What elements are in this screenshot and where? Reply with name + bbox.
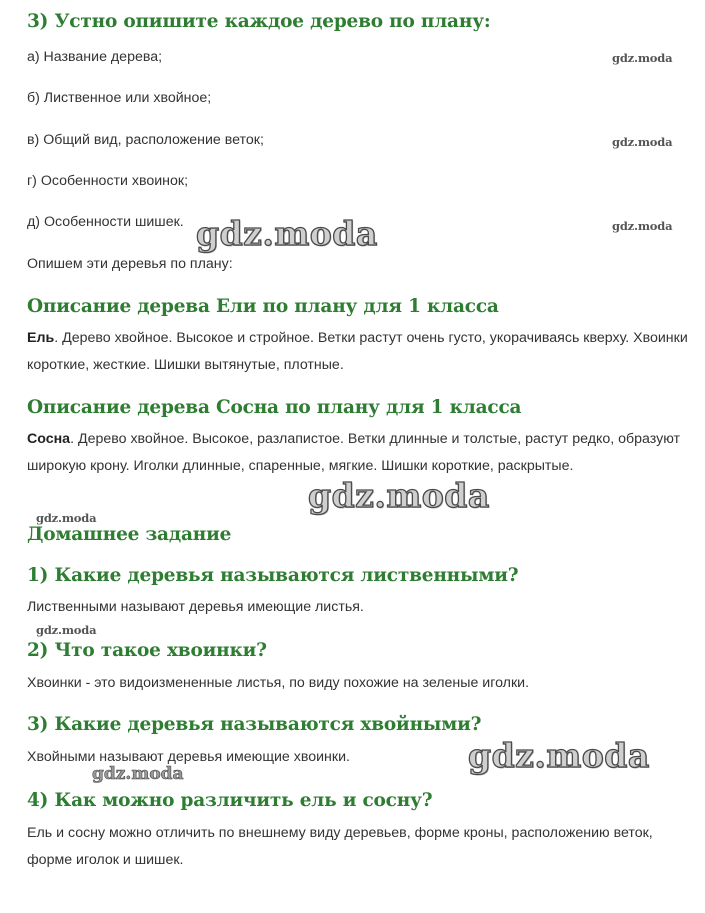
watermark-small: gdz.moda [36, 623, 97, 637]
plan-item-d: г) Особенности хвоинок; [27, 173, 189, 189]
spruce-text: . Дерево хвойное. Высокое и стройное. Ветки растут очень густо, укорачиваясь кверху. Хвоинки короткие, жесткие. Шишки вытянутые, плотные. [27, 330, 688, 373]
pine-description [27, 426, 692, 479]
plan-item-c: в) Общий вид, расположение веток; [27, 132, 264, 148]
spruce-description [27, 325, 692, 378]
watermark-small: gdz.moda [612, 219, 673, 233]
watermark-small: gdz.moda [612, 51, 673, 65]
plan-item-a: а) Название дерева; [27, 49, 163, 65]
answer-4: Ель и сосну можно отличить по внешнему виду деревьев, форме кроны, расположению веток, форме иголок и шишек. [27, 825, 653, 868]
spruce-name: Ель [27, 330, 55, 346]
task3-heading: 3) Устно опишите каждое дерево по плану: [27, 11, 491, 32]
question-3: 3) Какие деревья называются хвойными? [27, 714, 482, 735]
answer-2: Хвоинки - это видоизмененные листья, по виду похожие на зеленые иголки. [27, 675, 530, 691]
pine-text: . Дерево хвойное. Высокое, разлапистое. Ветки длинные и толстые, растут редко, образуют широкую крону. Иголки длинные, спаренные, мягкие. Шишки короткие, раскрытые. [27, 431, 681, 474]
question-2: 2) Что такое хвоинки? [27, 640, 267, 661]
question-4: 4) Как можно различить ель и сосну? [27, 790, 433, 811]
pine-name: Сосна [27, 431, 71, 447]
spruce-heading: Описание дерева Ели по плану для 1 класса [27, 296, 499, 317]
plan-intro: Опишем эти деревья по плану: [27, 256, 233, 272]
answer-3: Хвойными называют деревья имеющие хвоинки. [27, 749, 350, 765]
question-1: 1) Какие деревья называются лиственными? [27, 565, 519, 586]
pine-heading: Описание дерева Сосна по плану для 1 класса [27, 397, 522, 418]
watermark-large: gdz.moda [468, 736, 650, 775]
watermark-small: gdz.moda [36, 511, 97, 525]
watermark-large: gdz.moda [308, 476, 490, 515]
plan-item-b: б) Лиственное или хвойное; [27, 90, 212, 106]
homework-heading: Домашнее задание [27, 524, 232, 545]
watermark-large: gdz.moda [196, 214, 378, 253]
watermark-small: gdz.moda [612, 135, 673, 149]
answer-1: Лиственными называют деревья имеющие листья. [27, 599, 364, 615]
watermark-medium: gdz.moda [92, 764, 184, 784]
plan-item-e: д) Особенности шишек. [27, 214, 184, 230]
